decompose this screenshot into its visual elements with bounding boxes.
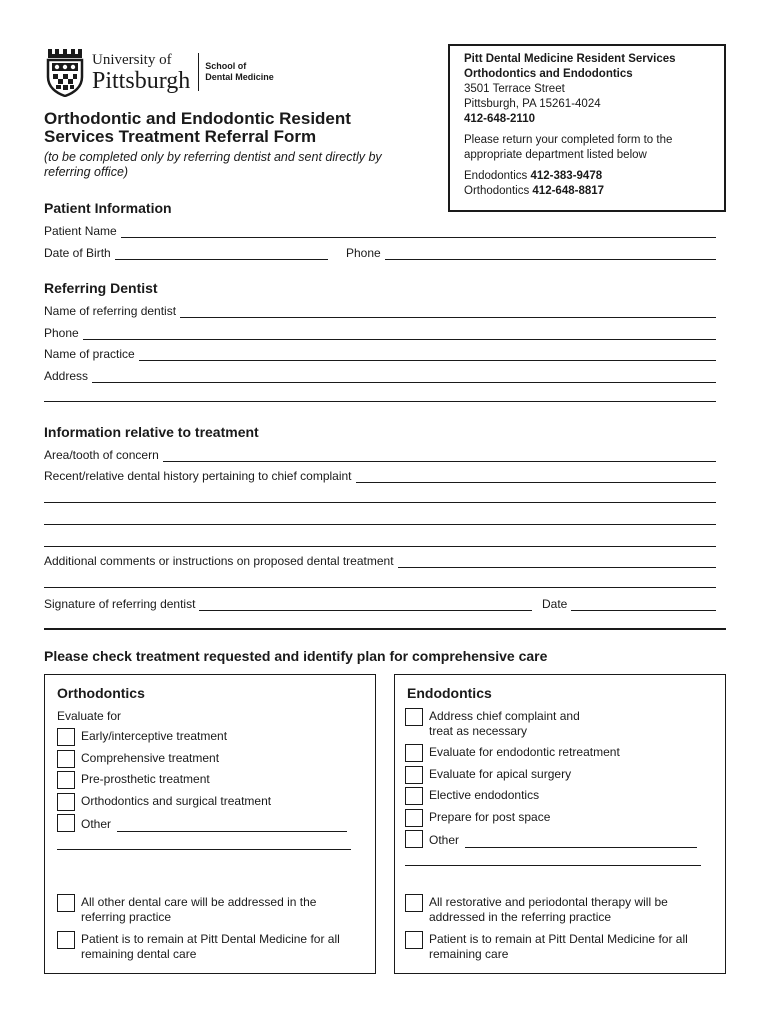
evaluate-for-label: Evaluate for xyxy=(57,709,122,723)
referring-dentist-heading: Referring Dentist xyxy=(44,280,158,296)
ortho-contact: Orthodontics 412-648-8817 xyxy=(464,185,605,197)
university-logo xyxy=(44,44,274,100)
ortho-option-other[interactable]: Other xyxy=(57,815,347,832)
endo-other-line[interactable] xyxy=(465,836,697,848)
endo-contact: Endodontics 412-383-9478 xyxy=(464,170,603,182)
ortho-option-pre-prosthetic[interactable]: Pre-prosthetic treatment xyxy=(57,772,210,789)
checkbox[interactable] xyxy=(405,894,423,912)
checkbox[interactable] xyxy=(405,766,423,784)
dental-history-field[interactable]: Recent/relative dental history pertaining to chief complaint xyxy=(44,467,716,483)
patient-phone-field[interactable]: Phone xyxy=(346,244,716,260)
checkbox[interactable] xyxy=(405,809,423,827)
signature-field[interactable]: Signature of referring dentist xyxy=(44,595,532,611)
referring-phone-field[interactable]: Phone xyxy=(44,324,716,340)
endodontics-title: Endodontics xyxy=(407,685,492,701)
logo-school: School of Dental Medicine xyxy=(205,61,274,82)
endo-option-apical-surgery[interactable]: Evaluate for apical surgery xyxy=(405,767,571,784)
return-instructions: Please return your completed form to the appropriate department listed below xyxy=(464,134,673,161)
checkbox[interactable] xyxy=(57,931,75,949)
form-title: Orthodontic and Endodontic Resident Services Treatment Referral Form xyxy=(44,109,351,146)
ortho-other-line-2[interactable] xyxy=(57,849,351,850)
address-line-2[interactable] xyxy=(44,401,716,402)
checkbox[interactable] xyxy=(57,793,75,811)
date-field[interactable]: Date xyxy=(542,595,716,611)
endo-option-chief-complaint[interactable]: Address chief complaint and treat as necessary xyxy=(405,709,605,739)
referring-dentist-name-field[interactable]: Name of referring dentist xyxy=(44,302,716,318)
checkbox[interactable] xyxy=(405,830,423,848)
ortho-option-comprehensive[interactable]: Comprehensive treatment xyxy=(57,751,219,768)
checkbox[interactable] xyxy=(57,750,75,768)
checkbox[interactable] xyxy=(57,894,75,912)
endo-option-post-space[interactable]: Prepare for post space xyxy=(405,810,550,827)
org-street: 3501 Terrace Street xyxy=(464,83,565,95)
endo-option-retreatment[interactable]: Evaluate for endodontic retreatment xyxy=(405,745,620,762)
orthodontics-title: Orthodontics xyxy=(57,685,145,701)
endo-option-other[interactable]: Other xyxy=(405,831,697,848)
treatment-info-heading: Information relative to treatment xyxy=(44,424,259,440)
address-field[interactable]: Address xyxy=(44,367,716,383)
comments-line-2[interactable] xyxy=(44,587,716,588)
checkbox[interactable] xyxy=(405,931,423,949)
ortho-plan-referring[interactable]: All other dental care will be addressed in the referring practice xyxy=(57,895,363,925)
dob-field[interactable]: Date of Birth xyxy=(44,244,328,260)
comments-field[interactable]: Additional comments or instructions on proposed dental treatment xyxy=(44,552,716,568)
dental-history-line-3[interactable] xyxy=(44,524,716,525)
return-address-box xyxy=(448,44,726,212)
org-phone: 412-648-2110 xyxy=(464,113,535,125)
checkbox[interactable] xyxy=(57,771,75,789)
form-subtitle: (to be completed only by referring dentist and sent directly by referring office) xyxy=(44,150,382,179)
patient-name-field[interactable]: Patient Name xyxy=(44,222,716,238)
endo-plan-remain[interactable]: Patient is to remain at Pitt Dental Medicine for all remaining care xyxy=(405,932,713,962)
endo-other-line-2[interactable] xyxy=(405,865,701,866)
check-treatment-heading: Please check treatment requested and identify plan for comprehensive care xyxy=(44,648,548,664)
logo-divider xyxy=(198,53,199,91)
endo-plan-referring[interactable]: All restorative and periodontal therapy will be addressed in the referring practice xyxy=(405,895,713,925)
checkbox[interactable] xyxy=(405,744,423,762)
endo-option-elective[interactable]: Elective endodontics xyxy=(405,788,539,805)
dental-history-line-2[interactable] xyxy=(44,502,716,503)
pitt-seal-icon xyxy=(44,47,86,97)
checkbox[interactable] xyxy=(57,728,75,746)
ortho-plan-remain[interactable]: Patient is to remain at Pitt Dental Medicine for all remaining dental care xyxy=(57,932,363,962)
logo-pittsburgh: Pittsburgh xyxy=(92,68,191,94)
section-divider xyxy=(44,628,726,630)
ortho-option-early[interactable]: Early/interceptive treatment xyxy=(57,729,227,746)
ortho-other-line[interactable] xyxy=(117,820,347,832)
checkbox[interactable] xyxy=(57,814,75,832)
dental-history-line-4[interactable] xyxy=(44,546,716,547)
logo-university-of: University of xyxy=(92,52,172,68)
patient-info-heading: Patient Information xyxy=(44,200,172,216)
checkbox[interactable] xyxy=(405,708,423,726)
practice-name-field[interactable]: Name of practice xyxy=(44,345,716,361)
area-tooth-field[interactable]: Area/tooth of concern xyxy=(44,446,716,462)
orthodontics-box xyxy=(44,674,376,974)
ortho-option-surgical[interactable]: Orthodontics and surgical treatment xyxy=(57,794,271,811)
org-city: Pittsburgh, PA 15261-4024 xyxy=(464,98,601,110)
org-dept: Orthodontics and Endodontics xyxy=(464,68,633,80)
org-name: Pitt Dental Medicine Resident Services xyxy=(464,53,676,65)
checkbox[interactable] xyxy=(405,787,423,805)
endodontics-box xyxy=(394,674,726,974)
